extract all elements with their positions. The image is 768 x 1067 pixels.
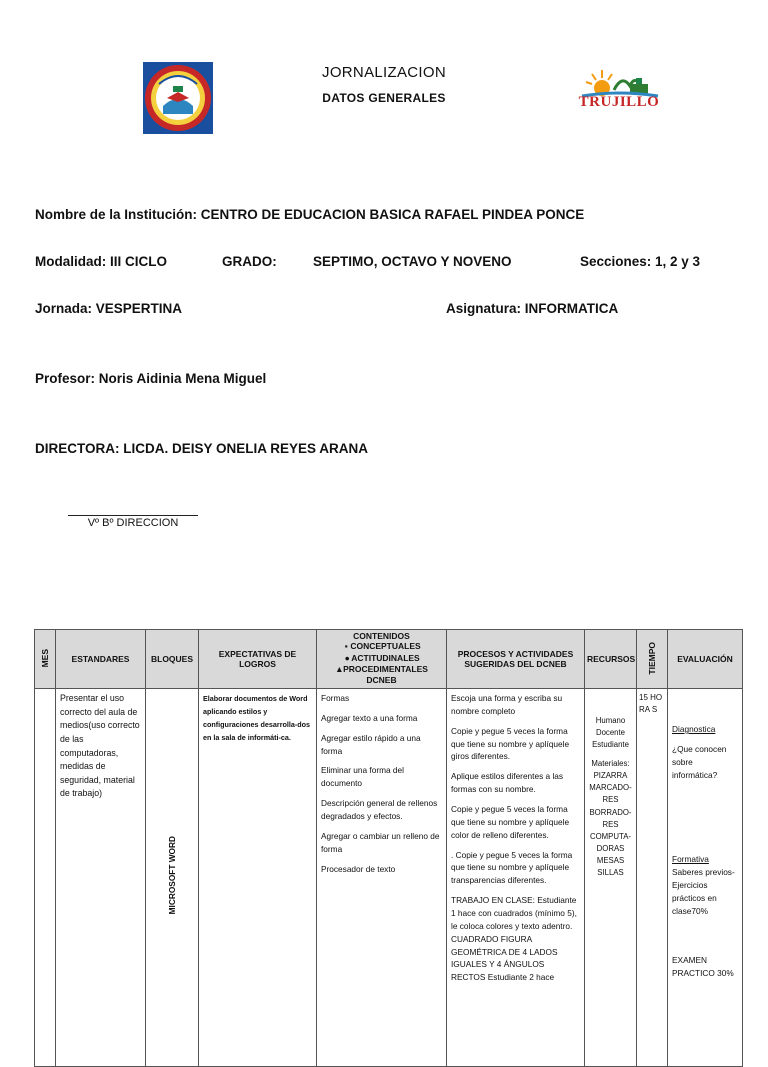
profesor-line: Profesor: Noris Aidinia Mena Miguel bbox=[35, 371, 267, 386]
header-contenidos bbox=[317, 630, 447, 689]
trujillo-logo-text: TRUJILLO bbox=[578, 94, 660, 110]
header-estandares: ESTANDARES bbox=[56, 630, 146, 689]
cell-mes bbox=[35, 689, 56, 1067]
table-row bbox=[35, 689, 743, 1067]
asignatura-line: Asignatura: INFORMATICA bbox=[446, 301, 619, 316]
header-conceptuales: ▪ CONCEPTUALES bbox=[344, 641, 421, 652]
cell-estandares: Presentar el uso correcto del aula de medios(uso correcto de las computadoras, medidas de seguridad, material de trabajo) bbox=[56, 689, 146, 1067]
recursos-humanos: Humano Docente Estudiante bbox=[592, 716, 629, 750]
jornada-line: Jornada: VESPERTINA bbox=[35, 301, 183, 316]
institucion-line: Nombre de la Institución: CENTRO DE EDUCACION BASICA RAFAEL PINDEA PONCE bbox=[35, 207, 585, 222]
proceso-item: . Copie y pegue 5 veces la forma que tiene su nombre y aplíquele transparencias diferentes. bbox=[451, 849, 573, 886]
grado-value: SEPTIMO, OCTAVO Y NOVENO bbox=[313, 254, 512, 269]
cell-contenidos bbox=[317, 689, 447, 1067]
contenido-item: Procesador de texto bbox=[321, 863, 396, 874]
cell-tiempo: 15 HORA S bbox=[637, 689, 668, 1067]
header-recursos: RECURSOS bbox=[585, 630, 637, 689]
grado-label: GRADO: bbox=[222, 254, 277, 269]
contenido-item: Eliminar una forma del documento bbox=[321, 765, 405, 789]
proceso-item: Copie y pegue 5 veces la forma que tiene su nombre y aplíquele color de relleno diferentes. bbox=[451, 804, 570, 840]
signature-line bbox=[68, 515, 198, 516]
page-subtitle: DATOS GENERALES bbox=[322, 91, 446, 105]
eval-diagnostica-text: ¿Que conocen sobre informática? bbox=[672, 743, 727, 780]
cell-expectativas: Elaborar documentos de Word aplicando estilos y configuraciones desarrolla-dos en la sala de informáti-ca. bbox=[199, 689, 317, 1067]
eval-formativa-text: Saberes previos- Ejercicios prácticos en clase70% bbox=[672, 867, 735, 916]
header-expectativas: EXPECTATIVAS DE LOGROS bbox=[199, 630, 317, 689]
cell-bloque bbox=[146, 689, 199, 1067]
contenido-item: Agregar estilo rápido a una forma bbox=[321, 732, 421, 756]
proceso-item: Aplique estilos diferentes a las formas con su nombre. bbox=[451, 771, 564, 795]
contenido-item: Agregar texto a una forma bbox=[321, 712, 418, 723]
planning-table bbox=[34, 629, 743, 1067]
header-procesos: PROCESOS Y ACTIVIDADES SUGERIDAS DEL DCNEB bbox=[447, 630, 585, 689]
page-title: JORNALIZACION bbox=[322, 64, 446, 81]
secciones-line: Secciones: 1, 2 y 3 bbox=[580, 254, 701, 269]
header-actitudinales: ●ACTITUDINALES bbox=[344, 652, 420, 663]
header-mes: MES bbox=[35, 630, 56, 689]
modalidad-line: Modalidad: III CICLO bbox=[35, 254, 167, 269]
header-contenidos-title: CONTENIDOS bbox=[353, 631, 410, 642]
table-header-row bbox=[35, 630, 743, 689]
recursos-materiales: Materiales: PIZARRA MARCADO-RES BORRADO-RES COMPUTA-DORAS MESAS SILLAS bbox=[589, 759, 632, 877]
eval-examen: EXAMEN PRACTICO 30% bbox=[672, 954, 734, 978]
signature-label: Vº Bº DIRECCION bbox=[87, 517, 179, 529]
contenido-item: Descripción general de rellenos degradados y efectos. bbox=[321, 798, 438, 822]
header-tiempo: TIEMPO bbox=[637, 630, 668, 689]
contenido-item: Formas bbox=[321, 693, 350, 703]
bloque-label: MICROSOFT WORD bbox=[166, 836, 177, 915]
header-bloques: BLOQUES bbox=[146, 630, 199, 689]
cell-recursos bbox=[585, 689, 637, 1067]
eval-diagnostica-title: Diagnostica bbox=[672, 724, 716, 734]
header-evaluacion: EVALUACIÓN bbox=[668, 630, 743, 689]
eval-formativa-title: Formativa bbox=[672, 854, 709, 865]
directora-line: DIRECTORA: LICDA. DEISY ONELIA REYES ARANA bbox=[35, 441, 369, 456]
proceso-item: Copie y pegue 5 veces la forma que tiene su nombre y aplíquele giros diferentes. bbox=[451, 725, 570, 762]
cell-procesos bbox=[447, 689, 585, 1067]
proceso-item: Escoja una forma y escriba su nombre completo bbox=[451, 693, 563, 716]
contenido-item: Agregar o cambiar un relleno de forma bbox=[321, 830, 440, 854]
cell-evaluacion bbox=[668, 689, 743, 1067]
proceso-item: TRABAJO EN CLASE: Estudiante 1 hace con cuadrados (mínimo 5), le coloca colores y texto adentro. CUADRADO FIGURA GEOMÉTRICA DE 4 LADOS IGUALES Y 4 ÁNGULOS RECTOS Estudiante 2 hace bbox=[451, 895, 577, 983]
header-procedimentales: ▲PROCEDIMENTALES DCNEB bbox=[335, 664, 428, 686]
